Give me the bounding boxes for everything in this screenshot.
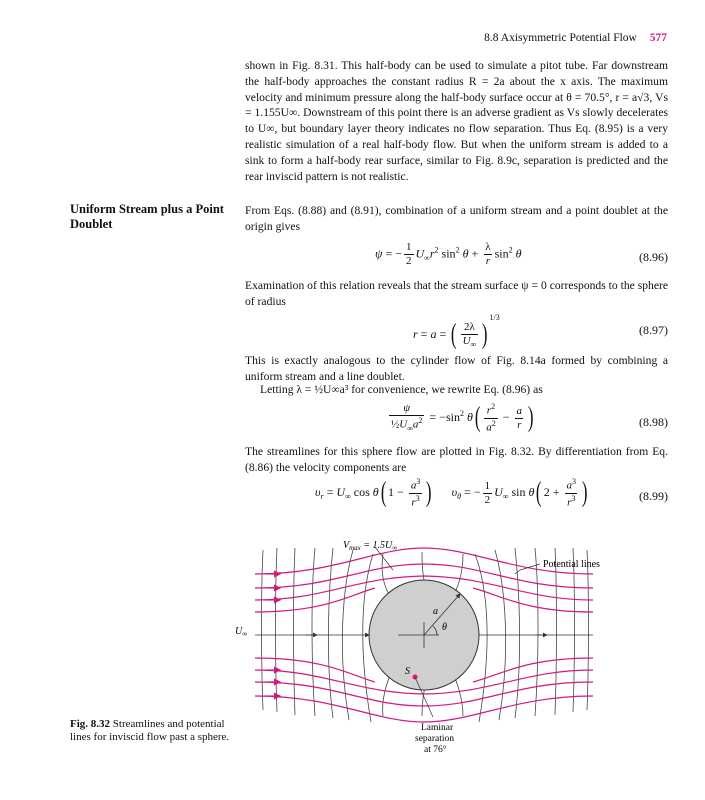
theta-label: θ	[442, 622, 447, 633]
laminar-label-2: separation	[415, 734, 455, 744]
laminar-label-1: Laminar	[421, 723, 454, 733]
paragraph-half-body: shown in Fig. 8.31. This half-body can be used to simulate a pitot tube. Far downstream the half-body approaches the constant radius R = 2a about the x axis. The maximum velocity and minimum pressure along the half-body surface occur at θ = 70.5°, r = a√3, Vs = 1.155U∞. Downstream of this point there is an adverse gradient as Vs slowly decelerates to U∞, but boundary layer theory indicates no flow separation. Thus Eq. (8.95) is a very realistic simulation of a real half-body flow. But when the uniform stream is added to a sink to form a half-body rear surface, similar to Fig. 8.9c, separation is predicted and the rear inviscid pattern is not realistic.	[245, 59, 668, 183]
equation-number-8-98: (8.98)	[639, 415, 668, 429]
caption-label: Fig. 8.32	[70, 718, 111, 730]
running-header	[484, 32, 667, 44]
equation-number-8-99: (8.99)	[639, 489, 668, 503]
equation-8-97: r = a = ( $\frac{2\lambda}{U_\infty}$ )$^{1/3}$	[413, 313, 500, 351]
paragraph-letting: Letting λ = ½U∞a³ for convenience, we rewrite Eq. (8.96) as	[260, 383, 543, 396]
u-inf-label: $U_\infty$	[235, 626, 248, 638]
paragraph-streamlines: The streamlines for this sphere flow are plotted in Fig. 8.32. By differentiation from Eq. (8.86) the velocity components are	[245, 445, 668, 474]
equation-8-99: $\upsilon_r = U_\infty$ cos θ( 1 − $\frac{a^3}{r^3}$ ) $\upsilon_\theta$ = − $\frac{1}{2}$ $U_\infty$ sin θ( 2 + $\frac{a^3}{r^3}$ )	[315, 476, 588, 509]
page-number: 577	[649, 32, 667, 44]
equation-number-8-96: (8.96)	[639, 250, 668, 264]
potential-lines-label: Potential lines	[543, 559, 600, 570]
laminar-label-3: at 76°	[424, 745, 447, 755]
section-title: 8.8 Axisymmetric Potential Flow	[484, 32, 637, 44]
figure-caption	[70, 718, 240, 744]
paragraph-examination: Examination of this relation reveals that the stream surface ψ = 0 corresponds to the sphere of radius	[245, 279, 668, 308]
radius-label: a	[433, 606, 438, 617]
section-heading: Uniform Stream plus a Point Doublet	[70, 202, 224, 231]
vmax-label: $V_{max} = 1.5U_\infty$	[343, 540, 398, 552]
caption-text: Streamlines and potential lines for inviscid flow past a sphere.	[70, 718, 230, 743]
equation-number-8-97: (8.97)	[639, 323, 668, 337]
paragraph-combination: From Eqs. (8.88) and (8.91), combination of a uniform stream and a point doublet at the origin gives	[245, 204, 668, 233]
equation-8-96: ψ = − $\frac{1}{2}$ $U_\infty r^2$ $\sin^2 \theta$ + $\frac{\lambda}{r}$ $\sin^2 \theta$	[375, 241, 522, 267]
separation-label: S	[405, 666, 410, 677]
figure-sphere-flow	[225, 530, 645, 760]
equation-8-98: $\frac{\psi}{\frac{1}{2}U_\infty a^2}$ = $-\sin^2$ θ( $\frac{r^2}{a^2}$ − $\frac{a}{r}$ )	[391, 401, 534, 434]
paragraph-analogous: This is exactly analogous to the cylinder flow of Fig. 8.14a formed by combining a uniform stream and a line doublet.	[245, 354, 668, 383]
